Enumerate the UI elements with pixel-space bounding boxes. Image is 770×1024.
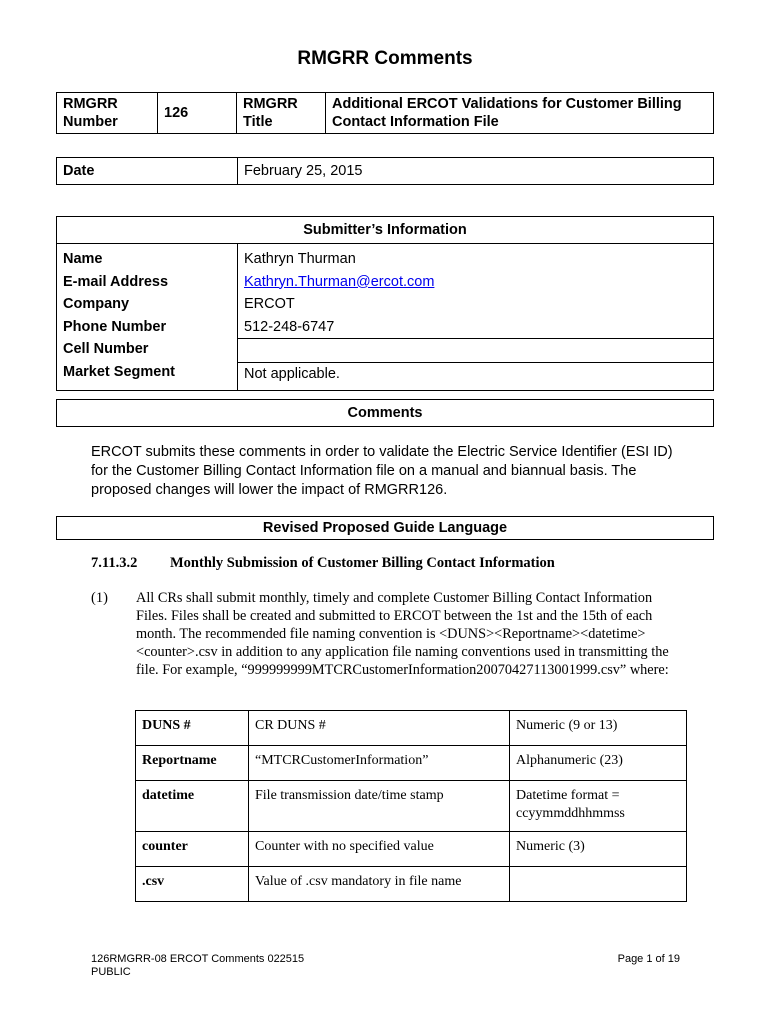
company-label: Company	[63, 296, 130, 313]
table-row	[136, 781, 687, 832]
table-desc: Counter with no specified value	[249, 832, 510, 867]
file-naming-table	[135, 710, 687, 902]
table-desc: Value of .csv mandatory in file name	[249, 867, 510, 902]
comments-text: ERCOT submits these comments in order to validate the Electric Service Identifier (ESI ID) for the Customer Billing Contact Information file on a manual and biannual basis. The proposed changes will lower the impact of RMGRR126.	[91, 444, 673, 498]
date-value: February 25, 2015	[238, 158, 714, 185]
item-number: (1)	[91, 590, 108, 606]
footer-doc-id: 126RMGRR-08 ERCOT Comments 022515	[91, 953, 305, 965]
table-field: Reportname	[136, 746, 249, 781]
cell-label: Cell Number	[63, 341, 149, 358]
submitter-heading: Submitter’s Information	[57, 217, 714, 244]
rmgrr-title-label: RMGRR Title	[237, 93, 326, 134]
comments-heading: Comments	[56, 399, 714, 427]
table-format: Alphanumeric (23)	[510, 746, 687, 781]
page-title: RMGRR Comments	[297, 48, 473, 69]
submitter-labels	[57, 244, 238, 391]
market-segment-label: Market Segment	[63, 363, 176, 380]
rmgrr-title-value: Additional ERCOT Validations for Customer Billing Contact Information File	[326, 93, 714, 134]
table-desc: File transmission date/time stamp	[249, 781, 510, 832]
table-field: .csv	[136, 867, 249, 902]
submitter-values	[238, 244, 714, 391]
table-field: counter	[136, 832, 249, 867]
cell-value	[238, 339, 713, 363]
table-format: Datetime format = ccyymmddhhmmss	[510, 781, 687, 832]
footer-page-number: Page 1 of 19	[617, 953, 680, 965]
market-segment-value: Not applicable.	[244, 365, 340, 382]
section-number: 7.11.3.2	[91, 555, 138, 571]
item-text: All CRs shall submit monthly, timely and complete Customer Billing Contact Information Files. Files shall be created and submitted to ERCOT between the 1st and the 15th of each month. The recommended file naming convention is <DUNS><Reportname><datetime><counter>.csv in addition to any application file naming conventions used in transmitting the file. For example, “999999999MTCRCustomerInformation20070427113001999.csv” where:	[136, 590, 669, 678]
table-row	[136, 746, 687, 781]
email-label: E-mail Address	[63, 273, 169, 290]
phone-label: Phone Number	[63, 318, 167, 335]
name-label: Name	[63, 251, 103, 267]
table-desc: CR DUNS #	[249, 711, 510, 746]
footer-classification: PUBLIC	[91, 966, 131, 978]
date-table	[56, 157, 714, 185]
section-title: Monthly Submission of Customer Billing Contact Information	[170, 555, 555, 571]
submitter-table	[56, 216, 714, 391]
table-desc: “MTCRCustomerInformation”	[249, 746, 510, 781]
table-field: datetime	[136, 781, 249, 832]
company-value: ERCOT	[244, 296, 295, 313]
rmgrr-number-label: RMGRR Number	[57, 93, 158, 134]
rmgrr-header-table	[56, 92, 714, 134]
table-row	[136, 832, 687, 867]
email-link[interactable]: Kathryn.Thurman@ercot.com	[244, 273, 435, 290]
table-format	[510, 867, 687, 902]
phone-value: 512-248-6747	[238, 316, 713, 340]
name-value: Kathryn Thurman	[244, 251, 356, 267]
table-row	[136, 711, 687, 746]
table-row	[136, 867, 687, 902]
date-label: Date	[57, 158, 238, 185]
table-format: Numeric (3)	[510, 832, 687, 867]
table-format: Numeric (9 or 13)	[510, 711, 687, 746]
table-field: DUNS #	[136, 711, 249, 746]
rmgrr-number-value: 126	[158, 93, 237, 134]
revised-heading: Revised Proposed Guide Language	[56, 516, 714, 540]
